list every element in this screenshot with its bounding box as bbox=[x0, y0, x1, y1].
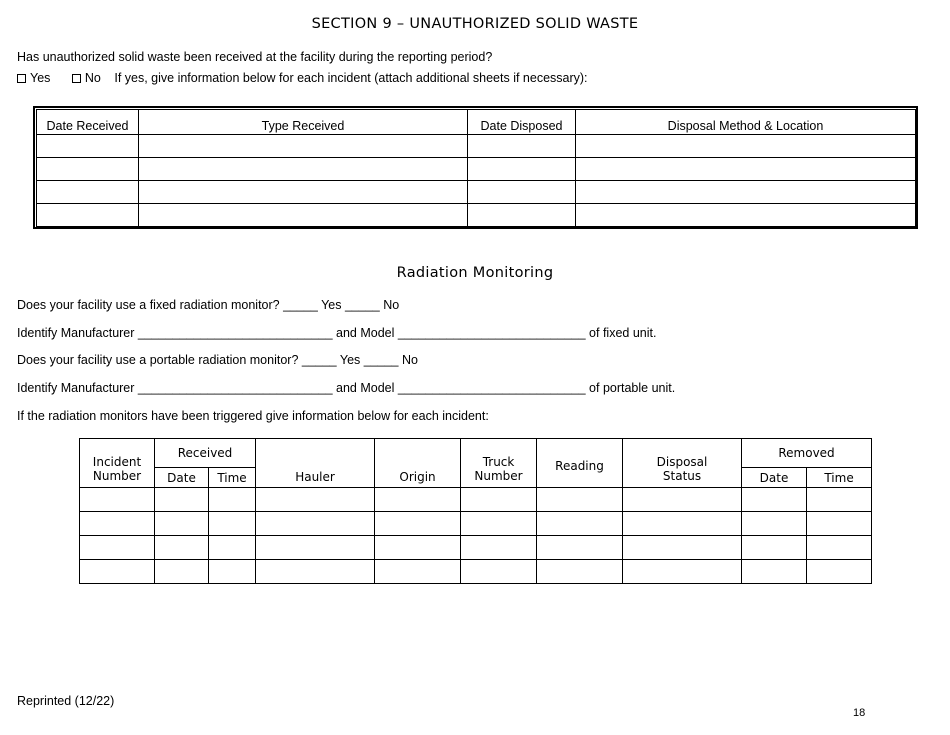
disposal-method-cell[interactable] bbox=[576, 204, 916, 227]
received-time-cell[interactable] bbox=[209, 512, 256, 536]
hauler-cell[interactable] bbox=[256, 560, 375, 584]
disposal-method-cell[interactable] bbox=[576, 181, 916, 204]
origin-cell[interactable] bbox=[375, 512, 461, 536]
header-removed-time: Time bbox=[807, 468, 872, 488]
header-reading: Reading bbox=[537, 439, 623, 488]
disposal-status-cell[interactable] bbox=[623, 536, 742, 560]
truck-number-cell[interactable] bbox=[461, 488, 537, 512]
header-received: Received bbox=[155, 439, 256, 468]
date-disposed-cell[interactable] bbox=[468, 181, 576, 204]
received-time-cell[interactable] bbox=[209, 560, 256, 584]
table-row bbox=[37, 158, 916, 181]
fixed-unit-identify: Identify Manufacturer ____________________________ and Model ___________________________ of fixed unit. bbox=[17, 326, 657, 340]
disposal-status-cell[interactable] bbox=[623, 560, 742, 584]
removed-date-cell[interactable] bbox=[742, 512, 807, 536]
date-received-cell[interactable] bbox=[37, 135, 139, 158]
yes-option[interactable] bbox=[17, 71, 54, 85]
waste-answer-row bbox=[17, 71, 588, 85]
incident-number-cell[interactable] bbox=[80, 560, 155, 584]
header-removed-date: Date bbox=[742, 468, 807, 488]
removed-date-cell[interactable] bbox=[742, 536, 807, 560]
type-received-cell[interactable] bbox=[139, 135, 468, 158]
reading-cell[interactable] bbox=[537, 536, 623, 560]
incident-table bbox=[79, 438, 872, 584]
header-received-date: Date bbox=[155, 468, 209, 488]
date-received-cell[interactable] bbox=[37, 204, 139, 227]
incident-number-cell[interactable] bbox=[80, 536, 155, 560]
table-row bbox=[80, 560, 872, 584]
removed-date-cell[interactable] bbox=[742, 560, 807, 584]
removed-time-cell[interactable] bbox=[807, 488, 872, 512]
header-date-received: Date Received bbox=[37, 110, 139, 135]
header-incident-number: Incident Number bbox=[80, 439, 155, 488]
header-disposal-method: Disposal Method & Location bbox=[576, 110, 916, 135]
hauler-cell[interactable] bbox=[256, 488, 375, 512]
date-received-cell[interactable] bbox=[37, 158, 139, 181]
date-received-cell[interactable] bbox=[37, 181, 139, 204]
reading-cell[interactable] bbox=[537, 560, 623, 584]
header-disposal-status: Disposal Status bbox=[623, 439, 742, 488]
date-disposed-cell[interactable] bbox=[468, 135, 576, 158]
table-row bbox=[80, 536, 872, 560]
date-disposed-cell[interactable] bbox=[468, 158, 576, 181]
incident-instruction: If the radiation monitors have been triggered give information below for each incident: bbox=[17, 409, 489, 423]
type-received-cell[interactable] bbox=[139, 204, 468, 227]
truck-number-cell[interactable] bbox=[461, 536, 537, 560]
origin-cell[interactable] bbox=[375, 488, 461, 512]
received-date-cell[interactable] bbox=[155, 512, 209, 536]
removed-time-cell[interactable] bbox=[807, 560, 872, 584]
portable-monitor-question: Does your facility use a portable radiation monitor? _____ Yes _____ No bbox=[17, 353, 418, 367]
table-row bbox=[37, 181, 916, 204]
table-row bbox=[37, 204, 916, 227]
waste-instruction: If yes, give information below for each incident (attach additional sheets if necessary): bbox=[114, 71, 588, 85]
incident-number-cell[interactable] bbox=[80, 488, 155, 512]
date-disposed-cell[interactable] bbox=[468, 204, 576, 227]
waste-table-frame bbox=[33, 106, 918, 229]
header-removed: Removed bbox=[742, 439, 872, 468]
waste-table-header bbox=[37, 110, 916, 135]
header-received-time: Time bbox=[209, 468, 256, 488]
fixed-monitor-question: Does your facility use a fixed radiation monitor? _____ Yes _____ No bbox=[17, 298, 400, 312]
no-option[interactable] bbox=[72, 71, 104, 85]
yes-checkbox[interactable] bbox=[17, 74, 26, 83]
yes-label: Yes bbox=[30, 71, 51, 85]
origin-cell[interactable] bbox=[375, 536, 461, 560]
page-number: 18 bbox=[853, 707, 866, 719]
section-title: SECTION 9 – UNAUTHORIZED SOLID WASTE bbox=[311, 16, 639, 32]
truck-number-cell[interactable] bbox=[461, 512, 537, 536]
reading-cell[interactable] bbox=[537, 512, 623, 536]
incident-number-cell[interactable] bbox=[80, 512, 155, 536]
hauler-cell[interactable] bbox=[256, 536, 375, 560]
radiation-title: Radiation Monitoring bbox=[396, 265, 554, 281]
type-received-cell[interactable] bbox=[139, 181, 468, 204]
removed-date-cell[interactable] bbox=[742, 488, 807, 512]
origin-cell[interactable] bbox=[375, 560, 461, 584]
disposal-method-cell[interactable] bbox=[576, 135, 916, 158]
hauler-cell[interactable] bbox=[256, 512, 375, 536]
portable-unit-identify: Identify Manufacturer ____________________________ and Model ___________________________ of portable unit. bbox=[17, 381, 676, 395]
disposal-status-cell[interactable] bbox=[623, 512, 742, 536]
disposal-method-cell[interactable] bbox=[576, 158, 916, 181]
table-row bbox=[37, 135, 916, 158]
no-checkbox[interactable] bbox=[72, 74, 81, 83]
header-truck-number: Truck Number bbox=[461, 439, 537, 488]
no-label: No bbox=[84, 71, 101, 85]
removed-time-cell[interactable] bbox=[807, 512, 872, 536]
truck-number-cell[interactable] bbox=[461, 560, 537, 584]
disposal-status-cell[interactable] bbox=[623, 488, 742, 512]
waste-question: Has unauthorized solid waste been received at the facility during the reporting period? bbox=[17, 50, 493, 64]
header-hauler: Hauler bbox=[256, 439, 375, 488]
received-time-cell[interactable] bbox=[209, 488, 256, 512]
incident-header-top bbox=[80, 439, 872, 468]
waste-table bbox=[36, 109, 916, 227]
table-row bbox=[80, 488, 872, 512]
received-date-cell[interactable] bbox=[155, 536, 209, 560]
removed-time-cell[interactable] bbox=[807, 536, 872, 560]
received-time-cell[interactable] bbox=[209, 536, 256, 560]
type-received-cell[interactable] bbox=[139, 158, 468, 181]
header-date-disposed: Date Disposed bbox=[468, 110, 576, 135]
received-date-cell[interactable] bbox=[155, 488, 209, 512]
reading-cell[interactable] bbox=[537, 488, 623, 512]
header-origin: Origin bbox=[375, 439, 461, 488]
table-row bbox=[80, 512, 872, 536]
header-type-received: Type Received bbox=[139, 110, 468, 135]
reprint-note: Reprinted (12/22) bbox=[17, 694, 115, 708]
received-date-cell[interactable] bbox=[155, 560, 209, 584]
